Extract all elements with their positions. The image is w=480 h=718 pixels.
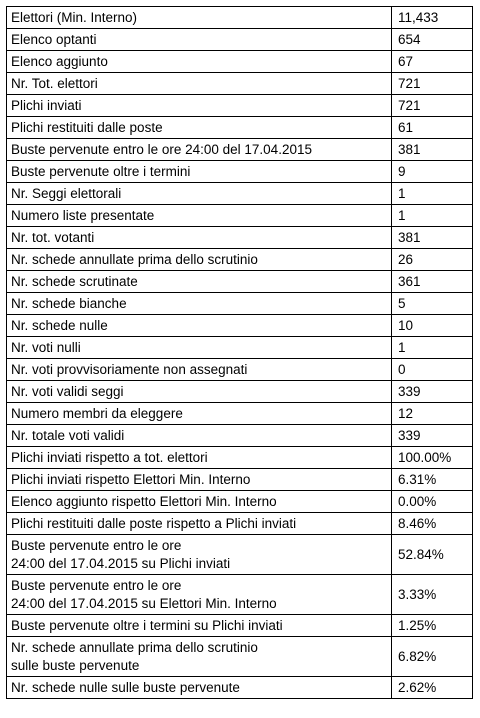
statistics-table-container [6,6,472,699]
row-label: Nr. voti provvisoriamente non assegnati [7,359,392,381]
row-label: Buste pervenute oltre i termini su Plichi inviati [7,615,392,637]
row-label: Plichi inviati rispetto Elettori Min. Interno [7,469,392,491]
table-row [7,315,473,337]
row-label: Nr. totale voti validi [7,425,392,447]
row-value: 0.00% [392,491,473,513]
row-label: Nr. schede bianche [7,293,392,315]
table-row [7,615,473,637]
table-row [7,491,473,513]
table-row [7,447,473,469]
row-label: Nr. schede annullate prima dello scrutinio [7,249,392,271]
row-label: Nr. schede nulle [7,315,392,337]
row-value: 6.82% [392,637,473,677]
row-label: Buste pervenute entro le ore 24:00 del 17.04.2015 [7,139,392,161]
table-row [7,7,473,29]
row-value: 721 [392,95,473,117]
row-value: 654 [392,29,473,51]
row-value: 5 [392,293,473,315]
election-statistics-table [6,6,473,699]
row-value: 2.62% [392,677,473,699]
table-row [7,513,473,535]
table-row [7,139,473,161]
table-row [7,29,473,51]
row-value: 721 [392,73,473,95]
row-label: Nr. schede annullate prima dello scrutinio sulle buste pervenute [7,637,392,677]
table-row [7,337,473,359]
table-row [7,51,473,73]
row-label: Plichi inviati [7,95,392,117]
row-label: Nr. Tot. elettori [7,73,392,95]
row-label: Buste pervenute entro le ore 24:00 del 17.04.2015 su Elettori Min. Interno [7,575,392,615]
table-row [7,183,473,205]
table-row [7,73,473,95]
row-value: 361 [392,271,473,293]
row-value: 1.25% [392,615,473,637]
row-label: Nr. tot. votanti [7,227,392,249]
row-value: 3.33% [392,575,473,615]
table-row [7,271,473,293]
table-row [7,205,473,227]
row-label: Buste pervenute oltre i termini [7,161,392,183]
row-value: 0 [392,359,473,381]
row-label: Elenco optanti [7,29,392,51]
row-value: 61 [392,117,473,139]
table-row [7,535,473,575]
row-value: 1 [392,205,473,227]
row-value: 67 [392,51,473,73]
row-value: 52.84% [392,535,473,575]
row-value: 6.31% [392,469,473,491]
row-label: Plichi restituiti dalle poste rispetto a Plichi inviati [7,513,392,535]
row-value: 100.00% [392,447,473,469]
row-value: 339 [392,381,473,403]
table-row [7,403,473,425]
row-label: Buste pervenute entro le ore 24:00 del 17.04.2015 su Plichi inviati [7,535,392,575]
row-value: 10 [392,315,473,337]
table-row [7,469,473,491]
row-label: Elenco aggiunto rispetto Elettori Min. Interno [7,491,392,513]
row-label: Nr. Seggi elettorali [7,183,392,205]
row-label: Plichi restituiti dalle poste [7,117,392,139]
table-row [7,381,473,403]
table-row [7,677,473,699]
row-value: 381 [392,227,473,249]
row-value: 1 [392,183,473,205]
row-label: Numero membri da eleggere [7,403,392,425]
row-label: Plichi inviati rispetto a tot. elettori [7,447,392,469]
row-value: 26 [392,249,473,271]
table-row [7,227,473,249]
table-row [7,95,473,117]
row-value: 12 [392,403,473,425]
row-label: Elettori (Min. Interno) [7,7,392,29]
table-row [7,359,473,381]
table-row [7,425,473,447]
row-value: 339 [392,425,473,447]
table-row [7,249,473,271]
row-value: 8.46% [392,513,473,535]
table-row [7,161,473,183]
row-value: 381 [392,139,473,161]
row-label: Nr. voti validi seggi [7,381,392,403]
table-row [7,575,473,615]
row-label: Elenco aggiunto [7,51,392,73]
table-row [7,117,473,139]
row-value: 1 [392,337,473,359]
row-label: Nr. voti nulli [7,337,392,359]
row-value: 11,433 [392,7,473,29]
table-row [7,637,473,677]
row-label: Nr. schede nulle sulle buste pervenute [7,677,392,699]
row-value: 9 [392,161,473,183]
row-label: Nr. schede scrutinate [7,271,392,293]
row-label: Numero liste presentate [7,205,392,227]
table-row [7,293,473,315]
